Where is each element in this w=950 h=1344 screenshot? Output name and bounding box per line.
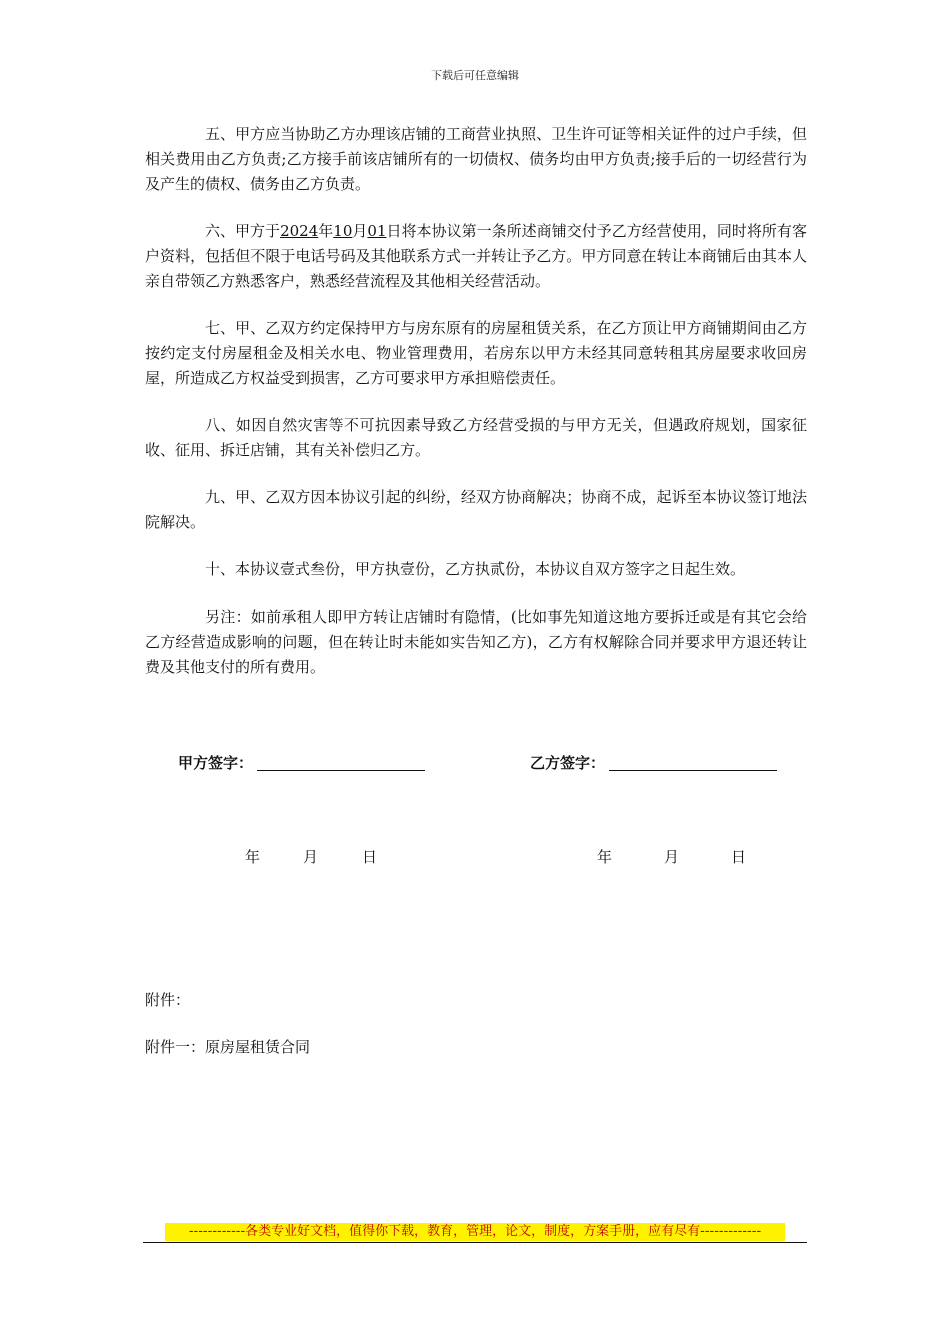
party-a-signature	[178, 752, 425, 773]
party-b-signature-line[interactable]	[609, 754, 777, 771]
clause-5: 五、甲方应当协助乙方办理该店铺的工商营业执照、卫生许可证等相关证件的过户手续，但相关费用由乙方负责;乙方接手前该店铺所有的一切债权、债务均由甲方负责;接手后的一切经营行为及产生的债权、债务由乙方负责。	[145, 125, 807, 193]
clause-10: 十、本协议壹式叁份，甲方执壹份，乙方执贰份，本协议自双方签字之日起生效。	[205, 560, 746, 578]
party-b-year-label: 年	[597, 848, 613, 866]
clause-9: 九、甲、乙双方因本协议引起的纠纷，经双方协商解决；协商不成，起诉至本协议签订地法院解决。	[145, 488, 807, 531]
party-b-label: 乙方签字：	[530, 754, 606, 772]
handover-month: 10	[333, 222, 353, 240]
clause-6: 六、甲方于2024年10月01日将本协议第一条所述商铺交付予乙方经营使用，同时将所有客户资料，包括但不限于电话号码及其他联系方式一并转让予乙方。甲方同意在转让本商铺后由其本人亲自带领乙方熟悉客户，熟悉经营流程及其他相关经营活动。	[145, 222, 807, 290]
party-a-year-label: 年	[245, 848, 261, 866]
footer-divider	[143, 1242, 807, 1243]
supplementary-note: 另注：如前承租人即甲方转让店铺时有隐情，(比如事先知道这地方要拆迁或是有其它会给乙方经营造成影响的问题，但在转让时未能如实告知乙方)，乙方有权解除合同并要求甲方退还转让费及其他支付的所有费用。	[145, 608, 807, 676]
footer-banner: ------------各类专业好文档，值得你下载，教育，管理，论文，制度，方案手册，应有尽有-------------	[165, 1223, 785, 1241]
clause-8: 八、如因自然灾害等不可抗因素导致乙方经营受损的与甲方无关，但遇政府规划，国家征收、征用、拆迁店铺，其有关补偿归乙方。	[145, 416, 807, 459]
party-b-signature	[530, 752, 777, 773]
handover-day: 01	[367, 222, 387, 240]
clause-7: 七、甲、乙双方约定保持甲方与房东原有的房屋租赁关系，在乙方顶让甲方商铺期间由乙方按约定支付房屋租金及相关水电、物业管理费用，若房东以甲方未经其同意转租其房屋要求收回房屋，所造成乙方权益受到损害，乙方可要求甲方承担赔偿责任。	[145, 319, 807, 387]
party-b-month-label: 月	[664, 848, 680, 866]
party-a-month-label: 月	[303, 848, 319, 866]
attachments-title: 附件：	[145, 991, 191, 1009]
page-header: 下载后可任意编辑	[431, 69, 519, 82]
party-a-label: 甲方签字：	[178, 754, 254, 772]
party-a-day-label: 日	[362, 848, 378, 866]
party-b-day-label: 日	[731, 848, 747, 866]
party-a-signature-line[interactable]	[257, 754, 425, 771]
attachment-item-1: 附件一：原房屋租赁合同	[145, 1038, 311, 1056]
handover-year: 2024	[280, 222, 319, 240]
